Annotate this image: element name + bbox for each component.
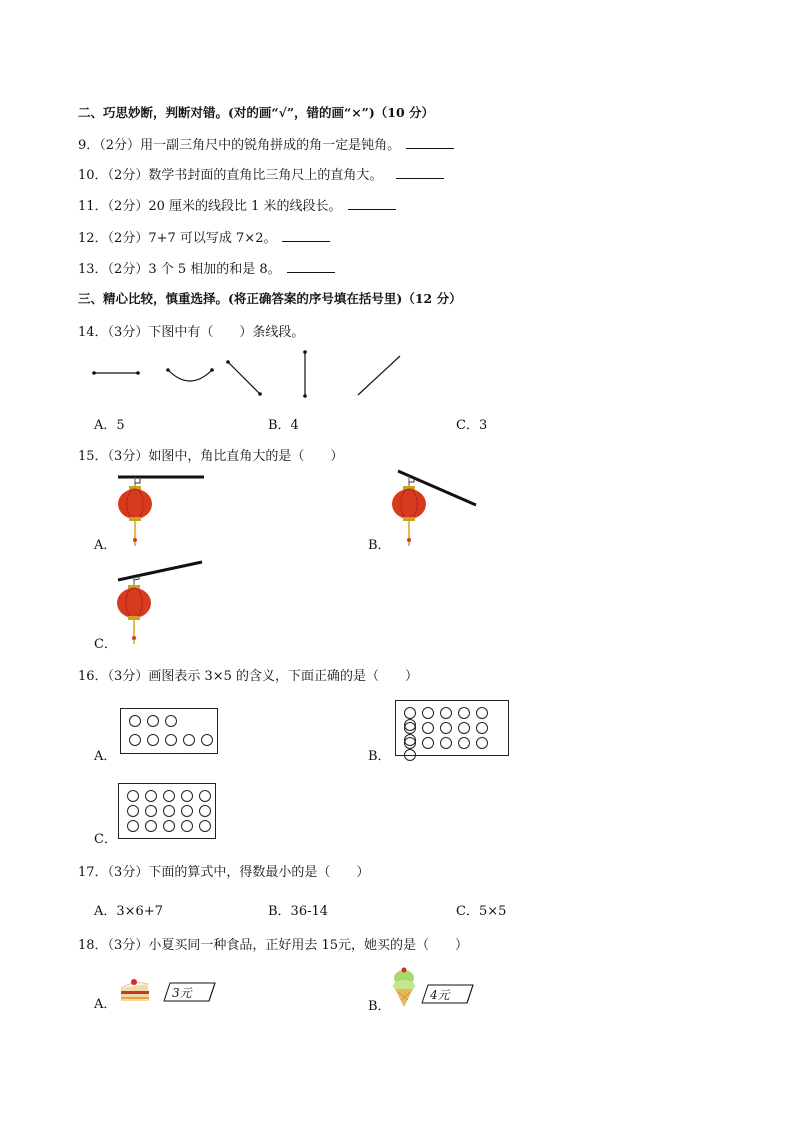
- price-label-a: 3元: [172, 986, 192, 1000]
- circle-array-a: [120, 708, 218, 754]
- answer-blank[interactable]: [406, 135, 454, 149]
- option-a[interactable]: A．5: [94, 418, 125, 433]
- question-13: 13．（2分）3 个 5 相加的和是 8。: [78, 258, 335, 277]
- answer-blank[interactable]: [396, 165, 444, 179]
- question-10: 10．（2分）数学书封面的直角比三角尺上的直角大。: [78, 164, 444, 183]
- option-a[interactable]: A．: [94, 538, 117, 553]
- option-c[interactable]: C．: [94, 637, 117, 652]
- option-a[interactable]: A．3×6+7: [94, 904, 163, 919]
- option-a[interactable]: A．: [94, 997, 117, 1012]
- line-segments-figure: [88, 348, 418, 400]
- question-18-stem: 18．（3分）小夏买同一种食品，正好用去 15元，她买的是（ ）: [78, 938, 468, 953]
- price-label-b: 4元: [430, 988, 450, 1002]
- option-b[interactable]: B．36-14: [268, 904, 329, 919]
- option-b[interactable]: B．: [368, 538, 391, 553]
- ice-cream-icon: [390, 966, 418, 1008]
- option-c[interactable]: C．3: [456, 418, 488, 433]
- lantern-figure-c: [112, 558, 208, 648]
- question-11: 11．（2分）20 厘米的线段比 1 米的线段长。: [78, 195, 396, 214]
- option-c[interactable]: C．: [94, 832, 117, 847]
- question-14-stem: 14．（3分）下图中有（ ）条线段。: [78, 325, 305, 340]
- lantern-figure-a: [110, 472, 210, 548]
- section-2-title: 二、巧思妙断，判断对错。(对的画“√”，错的画“×”)（10 分）: [78, 105, 435, 120]
- option-b[interactable]: B．: [368, 749, 391, 764]
- question-15-stem: 15．（3分）如图中，角比直角大的是（ ）: [78, 449, 344, 464]
- question-17-stem: 17．（3分）下面的算式中，得数最小的是（ ）: [78, 865, 370, 880]
- cake-icon: [118, 974, 152, 1004]
- circle-array-c: [118, 783, 216, 839]
- option-b[interactable]: B．: [368, 999, 391, 1014]
- circle-array-b: [395, 700, 509, 756]
- option-a[interactable]: A．: [94, 749, 117, 764]
- question-16-stem: 16．（3分）画图表示 3×5 的含义，下面正确的是（ ）: [78, 669, 419, 684]
- answer-blank[interactable]: [282, 228, 330, 242]
- option-c[interactable]: C．5×5: [456, 904, 507, 919]
- option-b[interactable]: B．4: [268, 418, 299, 433]
- answer-blank[interactable]: [348, 196, 396, 210]
- section-3-title: 三、精心比较，慎重选择。(将正确答案的序号填在括号里)（12 分）: [78, 291, 462, 306]
- question-9: 9．（2分）用一副三角尺中的锐角拼成的角一定是钝角。: [78, 134, 454, 153]
- lantern-figure-b: [388, 468, 488, 548]
- question-12: 12．（2分）7+7 可以写成 7×2。: [78, 227, 330, 246]
- answer-blank[interactable]: [287, 259, 335, 273]
